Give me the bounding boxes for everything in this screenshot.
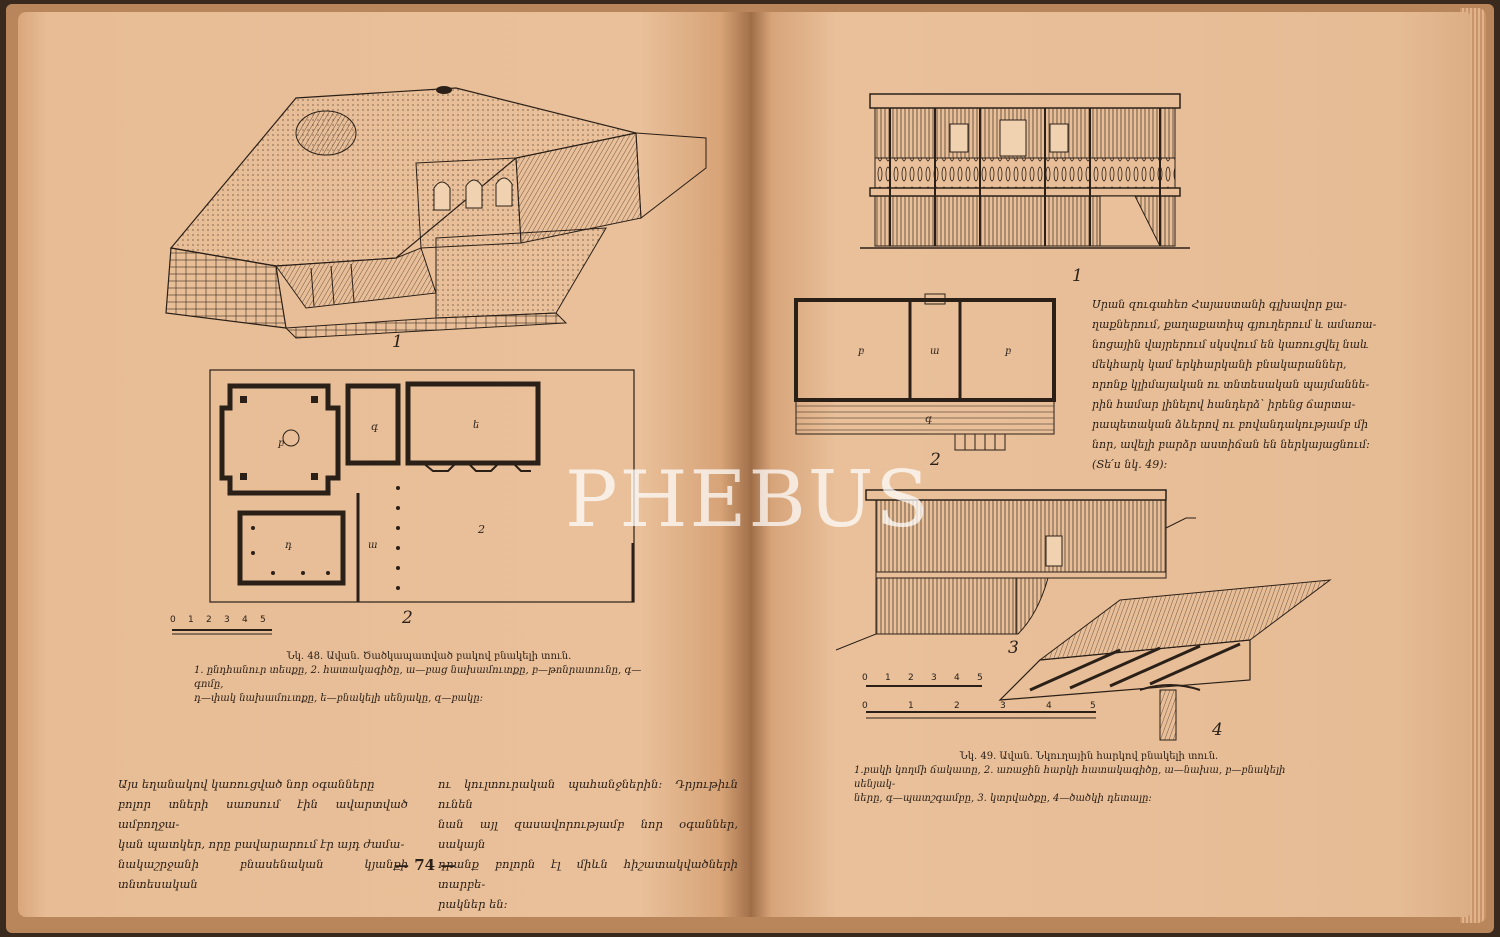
svg-text:5: 5	[260, 615, 266, 625]
svg-text:1: 1	[885, 673, 891, 683]
plan-letter-b: բ	[278, 438, 285, 449]
svg-text:5: 5	[977, 673, 983, 683]
plan-letter-g: գ	[371, 422, 378, 433]
plan-letter-room3: բ	[1005, 346, 1012, 357]
open-book	[6, 4, 1494, 933]
svg-text:2: 2	[954, 701, 960, 711]
figure-49-floor-plan	[790, 294, 1060, 454]
watermark: PHEBUS	[565, 455, 931, 545]
left-page	[18, 12, 750, 917]
svg-text:4: 4	[954, 673, 960, 683]
figure-48-scale-bar	[168, 610, 278, 638]
plan-letter-gallery: գ	[925, 414, 932, 425]
figure-49-scale-bars	[856, 670, 1096, 724]
figure-48-label-1: 1	[392, 332, 403, 352]
figure-49-label-3: 3	[1008, 638, 1019, 658]
figure-48-caption	[194, 650, 664, 706]
plan-letter-d: դ	[285, 540, 292, 551]
svg-text:0: 0	[862, 673, 868, 683]
figure-49-label-2: 2	[930, 450, 941, 470]
figure-49-caption	[854, 750, 1324, 806]
body-text-column-1: Այս եղանակով կառուցված նոր օգանները բոլոր տների սառսում էին ավարտված ամբողջա- կան պատկեր, որը բավարարում էր այդ ժամա- նակաշրջանի բնասենական կյանքի տնտեսական	[118, 777, 408, 891]
right-page	[750, 12, 1470, 917]
svg-text:5: 5	[1090, 701, 1096, 711]
svg-text:3: 3	[931, 673, 937, 683]
svg-text:0: 0	[862, 701, 868, 711]
body-text-column-2: ու կուլտուրական պահանջներին։ Դրյութիւն ունեն նան այլ զասավորությամբ նոր օգաններ, սակայն դրանք բոլորն էլ միևն հիշատակվածների տարբե- րակներ են։	[438, 777, 738, 911]
figure-48-perspective-drawing	[136, 78, 716, 353]
plan-label-yard: 2	[478, 523, 485, 536]
figure-49-caption-line-2: ները, գ—պատշգամբը, 3. կտրվածքը, 4—ծածկի դետալը։	[854, 793, 1152, 804]
figure-48-caption-line-1: 1. ընդհանուր տեսքը, 2. հատակագիծը, ա—բաց նախամուտքը, բ—թոնրատունը, գ—գոմը,	[194, 665, 642, 690]
figure-49-caption-title: Նկ. 49. Ավան. Նկուղային հարկով բնակելի տուն.	[959, 751, 1219, 762]
figure-48-floor-plan	[208, 368, 638, 608]
figure-49-facade-drawing	[860, 84, 1190, 254]
svg-text:1: 1	[188, 615, 194, 625]
svg-text:3: 3	[224, 615, 230, 625]
svg-text:0: 0	[170, 615, 176, 625]
plan-letter-e: ե	[473, 420, 480, 431]
svg-text:2: 2	[908, 673, 914, 683]
figure-49-caption-line-1: 1.բակի կողմի ճակատը, 2. առաջին հարկի հատակագիծը, ա—նախա, բ—բնակելի սենյակ-	[854, 765, 1286, 790]
plan-letter-room2: ա	[930, 346, 940, 357]
figure-48-caption-line-2: դ—փակ նախամուտքը, ե—բնակելի սենյակը, զ—բակը։	[194, 693, 484, 704]
svg-text:3: 3	[1000, 701, 1006, 711]
side-text: Սրան զուգահեռ Հայաստանի գլխավոր քա- ղաքներում, քաղաքատիպ գյուղերում և ամառա- նոցային վայրերում սկսվում են կառուցվել նաև մեկհարկ կամ երկհարկանի բնակարաններ, որոնք կլիմայական ու տնտեսական պայմաննե- րին համար լինելով հանդերձ՝ իրենց ճարտա- րապետական ձևերով ու բովանդակությամբ մի նոր, ավելի բարձր աստիճան են ներկայացնում։ (Տե՛ս նկ. 49)։	[1092, 298, 1377, 471]
page-number: — 74 —	[394, 856, 456, 874]
figure-48-caption-title: Նկ. 48. Ավան. Ծածկապատված բակով բնակելի տուն.	[286, 651, 572, 662]
svg-text:4: 4	[242, 615, 248, 625]
figure-49-label-1: 1	[1072, 266, 1083, 286]
svg-text:4: 4	[1046, 701, 1052, 711]
figure-48-label-2: 2	[402, 608, 413, 628]
figure-49-label-4: 4	[1212, 720, 1223, 740]
plan-letter-a: ա	[368, 540, 378, 551]
svg-text:2: 2	[206, 615, 212, 625]
svg-text:1: 1	[908, 701, 914, 711]
plan-letter-room1: բ	[858, 346, 865, 357]
